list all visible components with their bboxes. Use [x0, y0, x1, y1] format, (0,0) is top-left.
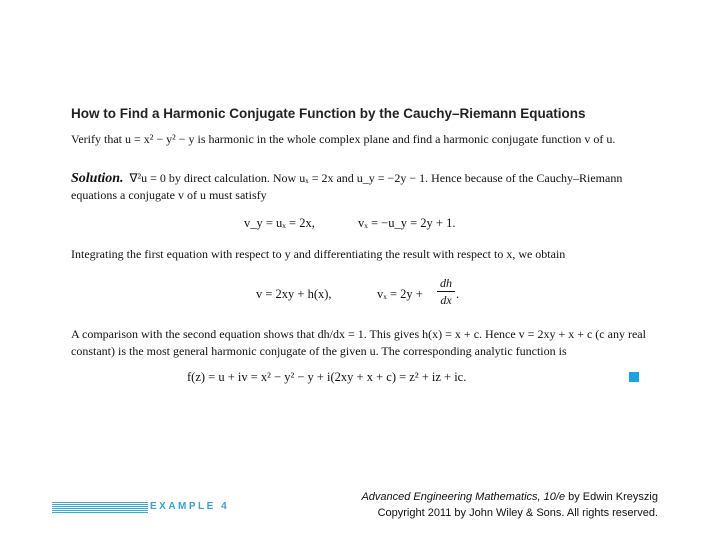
solution-label: Solution.	[71, 171, 124, 186]
fraction-bar	[437, 291, 455, 292]
solution-text: ∇²u = 0 by direct calculation. Now uₓ = 2x and u_y = −2y − 1. Hence because of the Cauchy–Riemann equations a conjugate v of u must satisfy	[71, 171, 623, 202]
equation-vy: v_y = uₓ = 2x,	[244, 216, 315, 230]
equation-vx: vₓ = −u_y = 2y + 1.	[358, 216, 456, 230]
fraction-dh-dx	[437, 276, 455, 307]
credit-book-line	[361, 489, 658, 505]
equation-vx-derivative: vₓ = 2y +	[377, 287, 423, 301]
equation-v: v = 2xy + h(x),	[256, 287, 332, 301]
credit-book-title: Advanced Engineering Mathematics, 10/e	[361, 491, 566, 503]
example-title: How to Find a Harmonic Conjugate Function by the Cauchy–Riemann Equations	[71, 106, 586, 121]
analytic-function-equation: f(z) = u + iv = x² − y² − y + i(2xy + x + c) = z² + iz + ic.	[187, 370, 467, 384]
example-stripes-decoration	[52, 502, 148, 513]
equation-period: .	[456, 287, 460, 301]
credit-author: by Edwin Kreyszig	[565, 491, 658, 503]
integration-paragraph: Integrating the first equation with respect to y and differentiating the result with respect to x, we obtain	[71, 247, 566, 261]
credit-copyright: Copyright 2011 by John Wiley & Sons. All rights reserved.	[377, 507, 658, 519]
problem-statement: Verify that u = x² − y² − y is harmonic in the whole complex plane and find a harmonic conjugate function v of u.	[71, 132, 616, 146]
fraction-numerator: dh	[440, 276, 452, 290]
slide-credit	[361, 489, 658, 521]
comparison-paragraph: A comparison with the second equation shows that dh/dx = 1. This gives h(x) = x + c. Hence v = 2xy + x + c (c any real constant) is the most general harmonic conjugate of the given u. The corresponding analytic function is	[71, 327, 646, 358]
qed-square-icon	[629, 372, 639, 382]
fraction-denominator: dx	[440, 293, 452, 307]
solution-paragraph	[71, 170, 646, 204]
example-number-label: EXAMPLE 4	[150, 501, 230, 512]
